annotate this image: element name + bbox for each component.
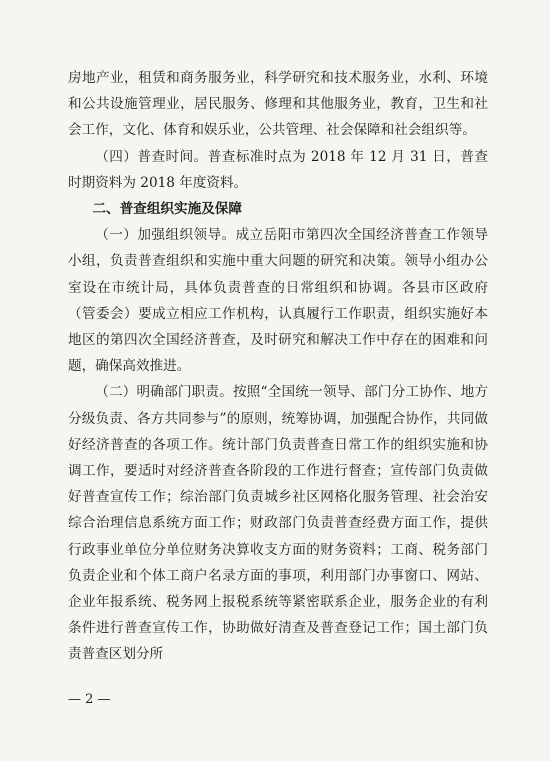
section-heading-organization: 二、普查组织实施及保障 bbox=[92, 201, 242, 218]
paragraph-industries-continued: 房地产业，租赁和商务服务业，科学研究和技术服务业，水利、环境和公共设施管理业，居民服务、修理和其他服务业，教育，卫生和社会工作，文化、体育和娱乐业，公共管理、社会保障和社会组织等。 bbox=[68, 70, 488, 139]
page-number: — 2 — bbox=[68, 692, 111, 707]
paragraph-census-time: （四）普查时间。普查标准时点为 2018 年 12 月 31 日，普查时期资料为 2018 年度资料。 bbox=[68, 148, 488, 191]
document-body bbox=[68, 65, 488, 668]
paragraph-department-duties: （二）明确部门职责。按照“全国统一领导、部门分工协作、地方分级负责、各方共同参与”的原则，统筹协调，加强配合协作，共同做好经济普查的各项工作。统计部门负责普查日常工作的组织实施和协调工作，要适时对经济普查各阶段的工作进行督查；宣传部门负责做好普查宣传工作；综治部门负责城乡社区网格化服务管理、社会治安综合治理信息系统方面工作；财政部门负责普查经费方面工作，提供行政事业单位分单位财务决算收支方面的财务资料；工商、税务部门负责企业和个体工商户名录方面的事项，利用部门办事窗口、网站、企业年报系统、税务网上报税系统等紧密联系企业，服务企业的有利条件进行普查宣传工作，协助做好清查及普查登记工作；国土部门负责普查区划分所 bbox=[68, 384, 488, 663]
paragraph-leadership: （一）加强组织领导。成立岳阳市第四次全国经济普查工作领导小组，负责普查组织和实施中重大问题的研究和决策。领导小组办公室设在市统计局，具体负责普查的日常组织和协调。各县市区政府（管委会）要成立相应工作机构，认真履行工作职责，组织实施好本地区的第四次全国经济普查，及时研究和解决工作中存在的困难和问题，确保高效推进。 bbox=[68, 227, 488, 375]
